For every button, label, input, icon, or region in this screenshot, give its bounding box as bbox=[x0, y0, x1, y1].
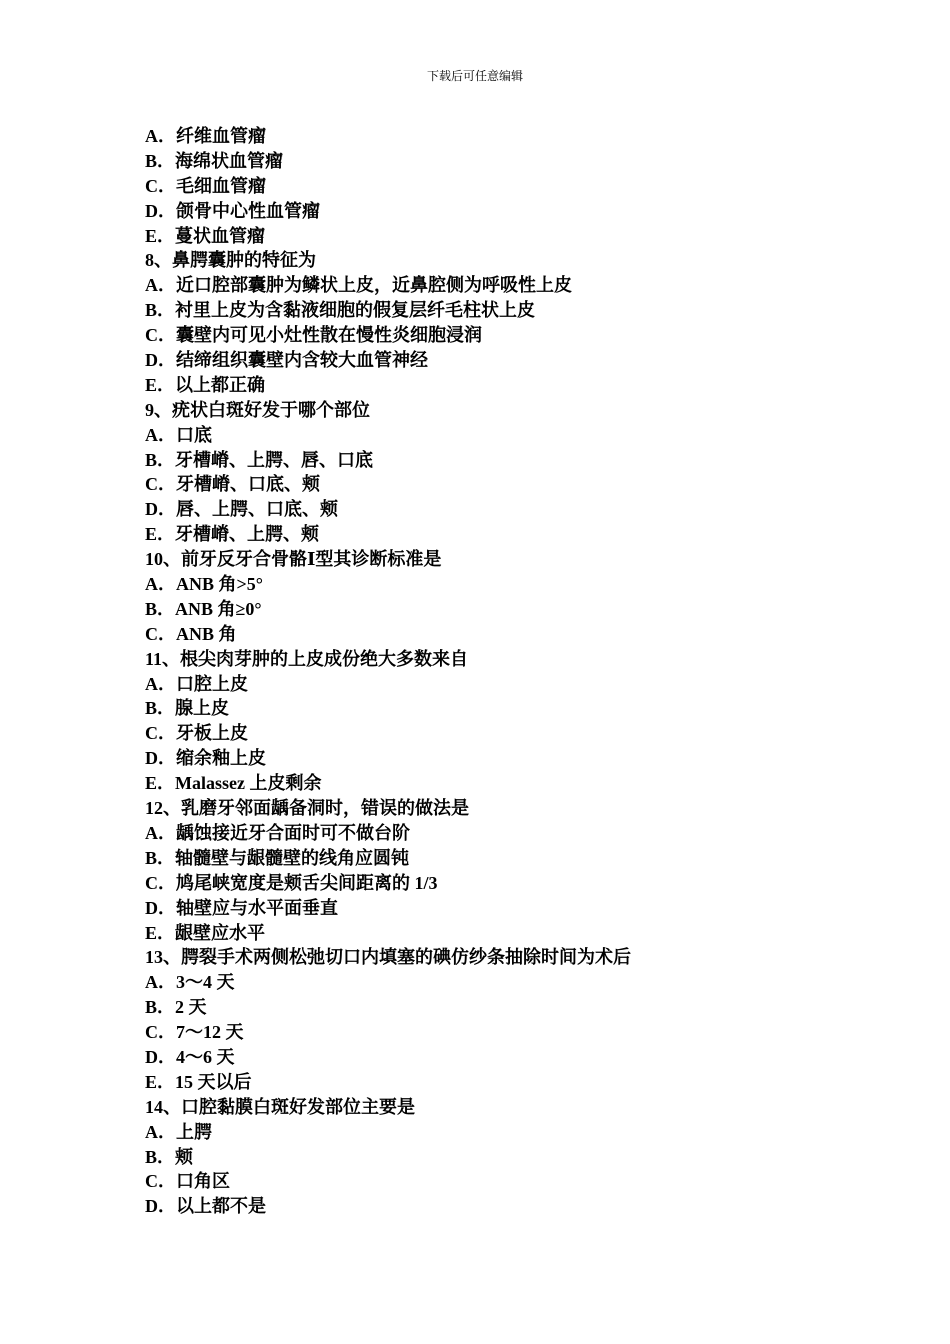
text-line: D．颌骨中心性血管瘤 bbox=[145, 200, 320, 221]
text-line: A．口底 bbox=[145, 424, 212, 445]
document-body bbox=[145, 124, 845, 1219]
text-line: E．15 天以后 bbox=[145, 1071, 252, 1092]
question-heading: 10、前牙反牙合骨骼Ⅰ型其诊断标准是 bbox=[145, 549, 442, 570]
page-header: 下载后可任意编辑 bbox=[426, 69, 523, 83]
text-line: A．纤维血管瘤 bbox=[145, 126, 266, 146]
text-line: E．龈壁应水平 bbox=[145, 922, 266, 943]
text-line: E．牙槽嵴、上腭、颊 bbox=[145, 524, 320, 545]
text-line: E．蔓状血管瘤 bbox=[145, 225, 266, 246]
question-heading: 11、根尖肉芽肿的上皮成份绝大多数来自 bbox=[145, 648, 469, 669]
text-line: D．轴壁应与水平面垂直 bbox=[145, 897, 338, 918]
text-line: B．衬里上皮为含黏液细胞的假复层纤毛柱状上皮 bbox=[145, 300, 536, 321]
text-line: B．颊 bbox=[145, 1146, 194, 1167]
text-line: D．以上都不是 bbox=[145, 1196, 266, 1217]
text-line: C．口角区 bbox=[145, 1171, 230, 1192]
text-line: E．以上都正确 bbox=[145, 374, 266, 395]
text-line: D．缩余釉上皮 bbox=[145, 748, 266, 769]
text-line: B．牙槽嵴、上腭、唇、口底 bbox=[145, 449, 374, 470]
text-line: A．3～4 天 bbox=[145, 972, 235, 993]
text-line: A．上腭 bbox=[145, 1121, 212, 1142]
text-line: A．ANB 角>5° bbox=[145, 574, 263, 595]
text-line: B．腺上皮 bbox=[145, 698, 230, 719]
text-line: D．结缔组织囊壁内含较大血管神经 bbox=[145, 350, 428, 371]
text-line: A．近口腔部囊肿为鳞状上皮，近鼻腔侧为呼吸性上皮 bbox=[145, 275, 572, 296]
text-line: A．口腔上皮 bbox=[145, 673, 248, 694]
text-line: C．ANB 角 bbox=[145, 623, 237, 644]
text-line: C．鸠尾峡宽度是颊舌尖间距离的 1/3 bbox=[145, 872, 438, 893]
text-line: D．唇、上腭、口底、颊 bbox=[145, 499, 338, 520]
question-heading: 8、鼻腭囊肿的特征为 bbox=[145, 250, 316, 271]
text-line: C．毛细血管瘤 bbox=[145, 175, 266, 196]
text-line: B．ANB 角≥0° bbox=[145, 598, 262, 619]
question-heading: 13、腭裂手术两侧松弛切口内填塞的碘仿纱条抽除时间为术后 bbox=[145, 947, 631, 968]
question-heading: 12、乳磨牙邻面龋备洞时，错误的做法是 bbox=[145, 798, 469, 819]
text-line: B．2 天 bbox=[145, 997, 207, 1018]
text-line: D．4～6 天 bbox=[145, 1046, 235, 1067]
text-line: E．Malassez 上皮剩余 bbox=[145, 773, 322, 794]
text-line: C．牙槽嵴、口底、颊 bbox=[145, 474, 320, 495]
question-heading: 9、疣状白斑好发于哪个部位 bbox=[145, 399, 370, 420]
text-line: B．轴髓壁与龈髓壁的线角应圆钝 bbox=[145, 847, 410, 868]
text-line: C．牙板上皮 bbox=[145, 723, 248, 744]
text-line: C．囊壁内可见小灶性散在慢性炎细胞浸润 bbox=[145, 325, 482, 346]
text-line: B．海绵状血管瘤 bbox=[145, 150, 284, 171]
text-line: A．龋蚀接近牙合面时可不做台阶 bbox=[145, 822, 410, 843]
question-heading: 14、口腔黏膜白斑好发部位主要是 bbox=[145, 1096, 415, 1117]
text-line: C．7～12 天 bbox=[145, 1022, 244, 1043]
